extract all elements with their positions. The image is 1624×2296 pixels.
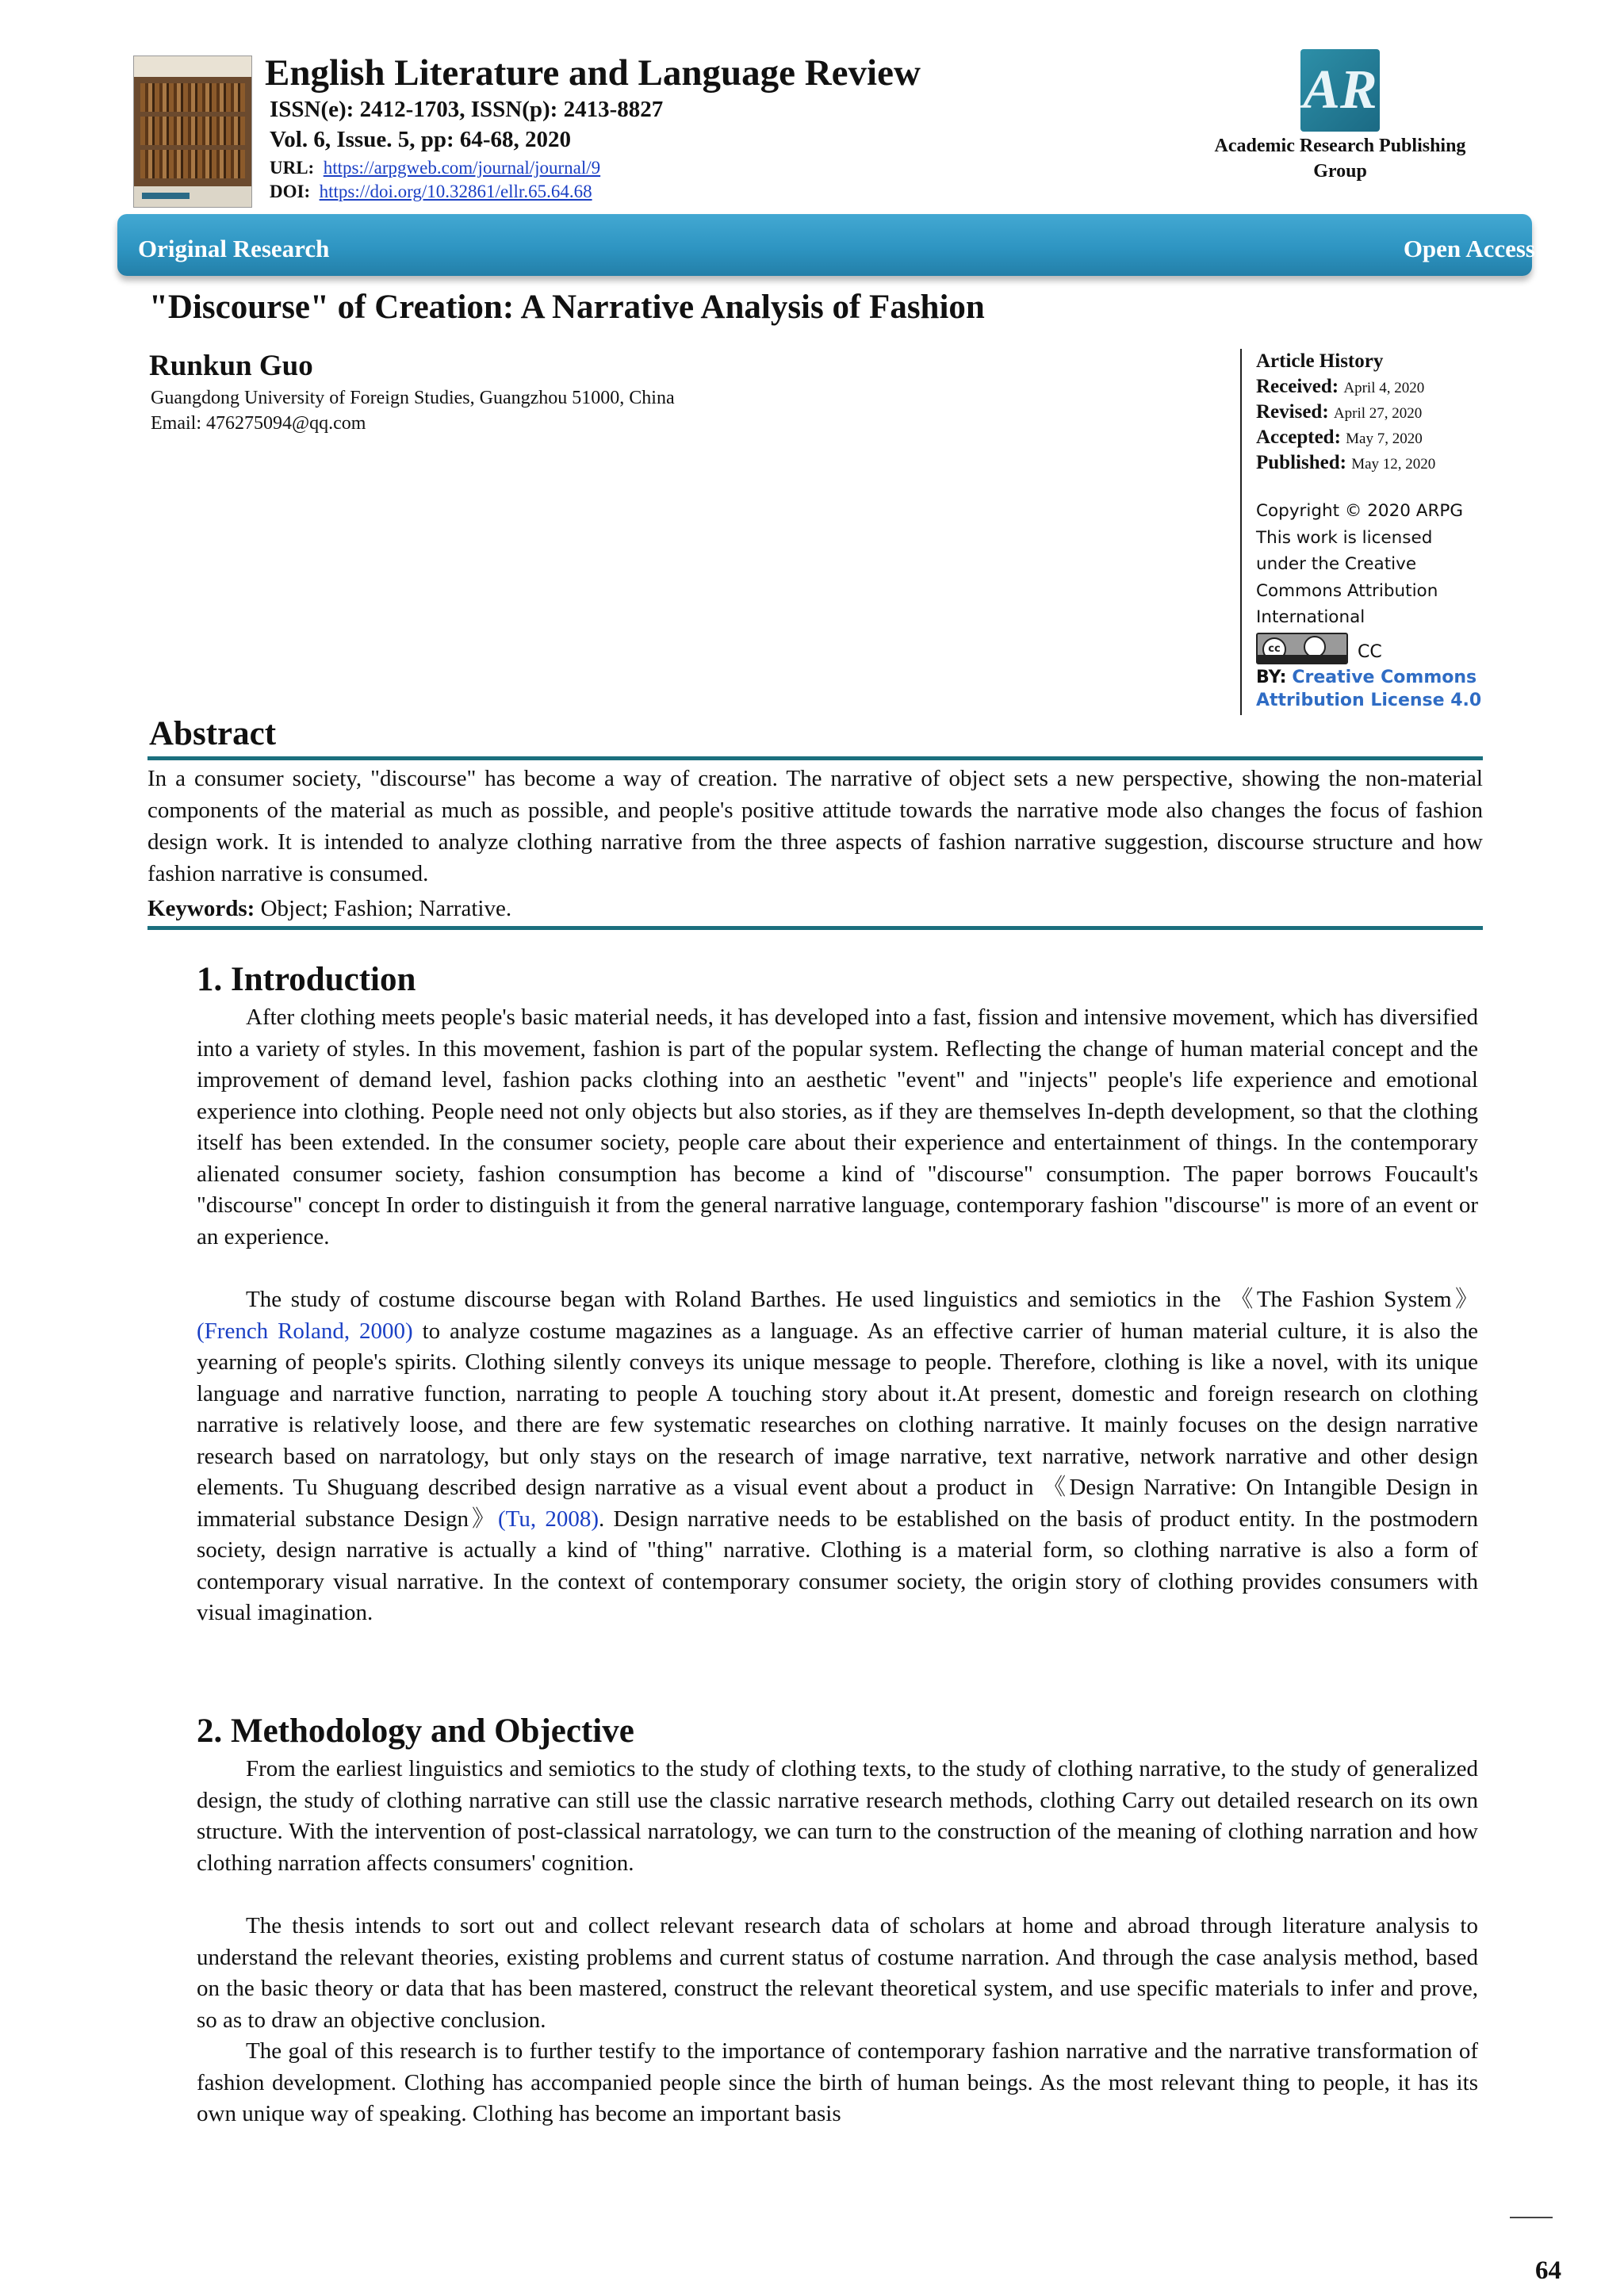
- url-label: URL:: [270, 158, 315, 178]
- author-name: Runkun Guo: [149, 350, 313, 382]
- doi-line: [270, 181, 592, 203]
- page-number: 64: [1535, 2256, 1561, 2285]
- section-1-paragraph-2: The study of costume discourse began with Roland Barthes. He used linguistics and semiotics in the 《The Fashion System》(French Roland, 2000) to analyze costume magazines as a language. As an effective carrier of human material culture, it is also the yearning of people's spirits. Clothing silently conveys its unique message to people. Therefore, clothing is like a novel, with its unique language and narrative function, narrating to people A touching story about it.At present, domestic and foreign research on clothing narrative is relatively loose, and there are few systematic researches on clothing narrative. It mainly focuses on the design narrative research based on narratology, but only stays on the research of image narrative, text narrative, network narrative and other design elements. Tu Shuguang described design narrative as a visual event about a product in 《Design Narrative: On Intangible Design in immaterial substance Design》(Tu, 2008). Design narrative needs to be established on the basis of product entity. In the postmodern society, design narrative is actually a kind of "thing" narrative. Clothing is a material form, so clothing narrative is also a form of contemporary visual narrative. In the context of contemporary consumer society, the origin story of clothing provides consumers with visual imagination.: [197, 1287, 1478, 1625]
- cc-label: CC: [1358, 642, 1382, 662]
- citation-french-roland[interactable]: (French Roland, 2000): [197, 1318, 413, 1344]
- published-date: Published: May 12, 2020: [1256, 452, 1436, 473]
- section-1-paragraph-1: After clothing meets people's basic material needs, it has developed into a fast, fission and intensive movement, which has diversified into a variety of styles. In this movement, fashion is part of the popular system. Reflecting the change of human material concept and the improvement of demand level, fashion packs clothing into an aesthetic "event" and "injects" people's life experience and emotional experience into clothing. People need not only objects but also stories, as if they are themselves In-depth development, so that the clothing itself has been extended. In the consumer society, people care about their experience and entertainment of things. In the contemporary alienated consumer society, fashion consumption has become a kind of "discourse" consumption. The paper borrows Foucault's "discourse" concept In order to distinguish it from the general narrative language, contemporary fashion "discourse" is more of an event or an experience.: [197, 1004, 1478, 1249]
- author-email: Email: 476275094@qq.com: [151, 413, 366, 434]
- abstract-heading: Abstract: [149, 715, 277, 752]
- publisher-line-1: Academic Research Publishing: [1214, 136, 1466, 156]
- journal-cover-image: [133, 55, 252, 208]
- keywords-line: Keywords: Object; Fashion; Narrative.: [147, 896, 512, 921]
- volume-info: Vol. 6, Issue. 5, pp: 64-68, 2020: [270, 127, 572, 152]
- copyright-notice: Copyright © 2020 ARPG This work is licensed under the Creative Commons Attribution International: [1256, 501, 1464, 627]
- section-1-heading: 1. Introduction: [197, 961, 416, 998]
- publisher-name: [1189, 133, 1491, 184]
- doi-link[interactable]: https://doi.org/10.32861/ellr.65.64.68: [319, 182, 592, 201]
- page-number-rule: [1510, 2217, 1553, 2218]
- abstract-top-rule: [147, 756, 1483, 760]
- url-line: [270, 157, 600, 179]
- received-date: Received: April 4, 2020: [1256, 376, 1425, 397]
- publisher-line-2: Group: [1313, 161, 1367, 182]
- article-history-title: Article History: [1256, 350, 1384, 372]
- sidebar-divider: [1240, 349, 1242, 715]
- section-2-heading: 2. Methodology and Objective: [197, 1712, 634, 1750]
- author-affiliation: Guangdong University of Foreign Studies, Guangzhou 51000, China: [151, 388, 675, 408]
- abstract-bottom-rule: [147, 926, 1483, 930]
- citation-tu-2008[interactable]: (Tu, 2008): [497, 1506, 599, 1532]
- paper-title: "Discourse" of Creation: A Narrative Analysis of Fashion: [149, 289, 985, 326]
- journal-url-link[interactable]: https://arpgweb.com/journal/journal/9: [323, 158, 601, 178]
- open-access-label: Open Access: [1403, 235, 1535, 262]
- article-type-banner: [117, 214, 1532, 276]
- issn: ISSN(e): 2412-1703, ISSN(p): 2413-8827: [270, 97, 664, 122]
- publisher-logo-icon: AR: [1300, 49, 1380, 132]
- journal-title: English Literature and Language Review: [265, 52, 921, 94]
- section-2-paragraph-2: The thesis intends to sort out and collect relevant research data of scholars at home and abroad through literature analysis to understand the relevant theories, existing problems and current status of costume narration. And through the case analysis method, based on the basic theory or data that has been mastered, construct the relevant theoretical system, and use specific materials to infer and prove, so as to draw an objective conclusion.: [197, 1913, 1478, 2033]
- accepted-date: Accepted: May 7, 2020: [1256, 427, 1423, 448]
- article-type-label: Original Research: [138, 235, 330, 262]
- license-link[interactable]: BY: Creative Commons Attribution License 4.0: [1256, 668, 1482, 710]
- abstract-text: In a consumer society, "discourse" has become a way of creation. The narrative of object sets a new perspective, showing the non-material components of the material as much as possible, and people's positive attitude towards the narrative mode also changes the focus of fashion design work. It is intended to analyze clothing narrative from the three aspects of fashion narrative suggestion, discourse structure and how fashion narrative is consumed.: [147, 766, 1483, 886]
- doi-label: DOI:: [270, 182, 311, 201]
- section-2-paragraph-1: From the earliest linguistics and semiotics to the study of clothing texts, to the study of clothing narrative, to the study of generalized design, the study of clothing narrative can still use the classic narrative research methods, clothing Carry out detailed research on its own structure. With the intervention of post-classical narratology, we can turn to the construction of the meaning of clothing narration and how clothing narration affects consumers' cognition.: [197, 1756, 1478, 1876]
- revised-date: Revised: April 27, 2020: [1256, 401, 1423, 423]
- cc-license-icon[interactable]: cc: [1256, 633, 1348, 664]
- section-2-paragraph-3: The goal of this research is to further testify to the importance of contemporary fashion narrative and the narrative transformation of fashion development. Clothing has accompanied people since the birth of human beings. As the most relevant thing to people, it has its own unique way of speaking. Clothing has become an important basis: [197, 2038, 1478, 2126]
